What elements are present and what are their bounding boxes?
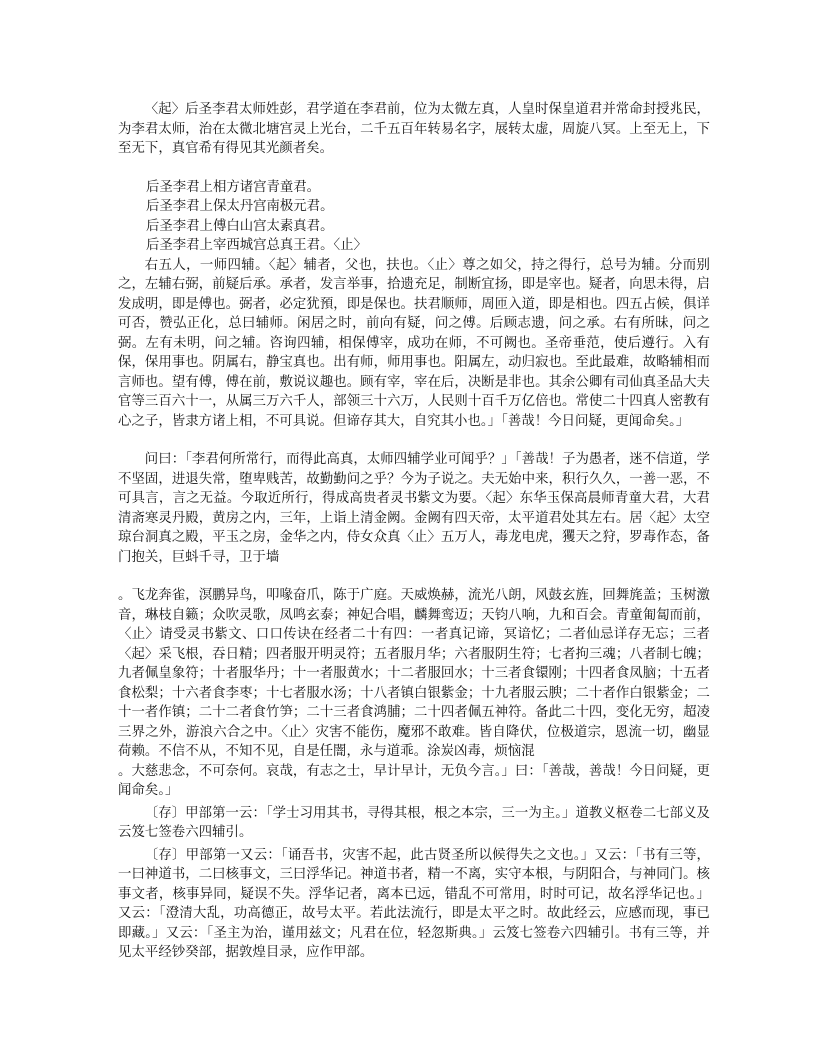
paragraph-question: 问曰：「李君何所常行，而得此高真，太师四辅学业可闻乎？」「善哉！子为愚者，迷不信道，学不坚固，进退失常，堕卑贱苦，故勤勤问之乎？今为子说之。夫无始中来，积行久久，一善一恶，不可具言，言之无益。今取近所行，得成高贵者灵书紫文为要。〈起〉东华玉保高晨师青童大君，大君清斋寒灵丹殿，黄房之内，三年，上诣上清金阙。金阙有四天帝，太平道君处其左右。居〈起〉太空琼台洞真之殿，平玉之房，金华之内，侍女众真〈止〉五万人，毒龙电虎，玃天之狩，罗毒作态，备门抱关，巨蚪千寻，卫于墙: [118, 452, 710, 565]
paragraph-compassion: 。大慈悲念，不可奈何。哀哉，有志之士，早计早计，无负今言。」曰：「善哉，善哉！今日问疑，更闻命矣。」: [118, 763, 710, 798]
list-item: 后圣李君上保太丹宫南极元君。: [146, 199, 334, 214]
list-item: 后圣李君上宰西城宫总真王君。〈止〉: [146, 238, 367, 253]
paragraph-twenty-four: 。飞龙奔雀，溟鹏异鸟，叩喙奋爪，陈于广庭。天威焕赫，流光八朗，风鼓玄旌，回舞旄盖；玉树激音，琳枝自籁；众吹灵歌，凤鸣玄泰；神妃合唱，麟舞鸾迈；天钧八响，九和百会。青童匍匐而前，〈止〉请受灵书紫文、口口传诀在经者二十有四：一者真记谛，冥谙忆；二者仙忌详存无忘；三者〈起〉采飞根，吞日精；四者服开明灵符；五者服月华；六者服阴生符；七者拘三魂；八者制七魄；九者佩皇象符；十者服华丹；十一者服黄水；十二者服回水；十三者食镮刚；十四者食凤脑；十五者食松梨；十六者食李枣；十七者服水汤；十八者镇白银紫金；十九者服云腴；二十者作白银紫金；二十一者作镇；二十二者食竹笋；二十三者食鸿脯；二十四者佩五神符。备此二十四，变化无穷，超凌三界之外，游浪六合之中。〈止〉灾害不能伤，魔邪不敢难。皆自降伏，位极道宗，恩流一切，幽显荷赖。不信不从，不知不见，自是任闇，永与道乖。涂炭凶毒，烦恼混: [118, 588, 710, 759]
paragraph-intro: 〈起〉后圣李君太师姓彭，君学道在李君前，位为太微左真，人皇时保皇道君并常命封授兆民，为李君太师，治在太微北塘宫灵上光台，二千五百年转易名字，展转太虚，周旋八冥。上至无上，下至无下，真官希有得见其光颜者矣。: [118, 102, 710, 156]
list-item: 后圣李君上傅白山宫太素真君。: [146, 218, 334, 234]
list-item: 后圣李君上相方诸宫青童君。: [146, 179, 321, 195]
paragraph-note-2: 〔存〕甲部第一又云：「诵吾书，灾害不起，此古贤圣所以候得失之文也。」又云：「书有三等，一曰神道书，二曰核事文，三曰浮华记。神道书者，精一不离，实守本根，与阴阳合，与神同门。核事文者，核事异同，疑误不失。浮华记者，离本已远，错乱不可常用，时时可记，故名浮华记也。」又云：「澄清大乱，功高德正，故号太平。若此法流行，即是太平之时。故此经云，应感而现，事已即藏。」又云：「圣主为治，谨用兹文；凡君在位，轻忽斯典。」云笈七签卷六四辅引。书有三等，并见太平经钞癸部，据敦煌目录，应作甲部。: [118, 847, 710, 960]
officials-list: [118, 178, 710, 256]
paragraph-note-1: 〔存〕甲部第一云：「学士习用其书，寻得其根，根之本宗，三一为主。」道教义枢卷二七部义及云笈七签卷六四辅引。: [118, 805, 710, 840]
document-page: [118, 100, 710, 963]
paragraph-five-persons: 右五人，一师四辅。〈起〉辅者，父也，扶也。〈止〉尊之如父，持之得行，总号为辅。分而别之，左辅右弼，前疑后承。承者，发言举事，拾遗充足，制断宜扬，即是宰也。疑者，向思未得，启发成明，即是傅也。弼者，必定犹預，即是保也。扶君顺师，周匝入道，即是相也。四五占候，俱详可否，赞弘正化，总曰辅师。闲居之时，前向有疑，问之傅。后顾志遗，问之承。右有所昧，问之弼。左有未明，问之辅。咨询四辅，相保傅宰，成功在师，不可阙也。圣帝垂范，使后遵行。入有保，保用事也。阴属右，静宝真也。出有师，师用事也。阳属左，动归寂也。至此最难，故略辅相而言师也。望有傅，傅在前，敷说议趣也。顾有宰，宰在后，决断是非也。其余公卿有司仙真圣品大夫官等三百六十一，从属三万六千人，部领三十六万，人民则十百千万亿倍也。常使二十四真人密教有心之子，皆隶方诸上相，不可具说。但谛存其大，自究其小也。」「善哉！今日问疑，更闻命矣。」: [118, 257, 710, 429]
